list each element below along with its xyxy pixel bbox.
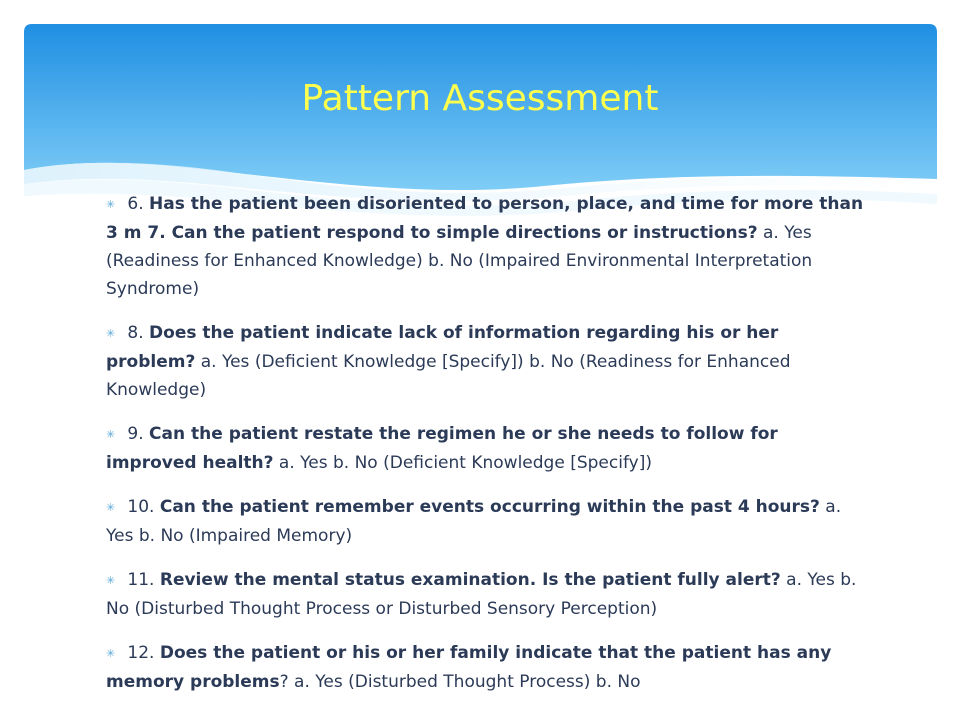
question-number: 8. [127, 323, 144, 343]
answer-text: a. Yes (Deficient Knowledge [Specify]) b. No (Readiness for Enhanced Knowledge) [106, 352, 791, 400]
question-number: 9. [127, 424, 144, 444]
question-text: Can the patient restate the regimen he or she needs to follow for improved health? [106, 424, 778, 473]
question-text: Has the patient been disoriented to person, place, and time for more than 3 m 7. Can the patient respond to simple directions or instructions? [106, 194, 864, 243]
list-item [106, 190, 866, 303]
answer-text: a. Yes b. No (Disturbed Thought Process or Disturbed Sensory Perception) [106, 570, 857, 619]
asterisk-bullet-icon: ✳ [106, 428, 116, 441]
question-number: 12. [127, 643, 155, 663]
answer-text: a. Yes (Readiness for Enhanced Knowledge) b. No (Impaired Environmental Interpretation Syndrome) [106, 223, 813, 299]
question-number: 10. [127, 497, 155, 517]
question-number: 11. [127, 570, 155, 590]
answer-text: ? a. Yes (Disturbed Thought Process) b. No [279, 672, 641, 692]
list-item [106, 420, 866, 477]
question-text: Does the patient indicate lack of information regarding his or her problem? [106, 323, 779, 372]
question-text: Does the patient or his or her family indicate that the patient has any memory problems [106, 643, 832, 692]
asterisk-bullet-icon: ✳ [106, 327, 116, 340]
list-item [106, 319, 866, 404]
list-item [106, 566, 866, 623]
list-item [106, 639, 866, 696]
asterisk-bullet-icon: ✳ [106, 574, 116, 587]
asterisk-bullet-icon: ✳ [106, 501, 116, 514]
bullet-list [106, 190, 866, 712]
slide-title: Pattern Assessment [301, 78, 659, 119]
answer-text: a. Yes b. No (Impaired Memory) [106, 497, 842, 546]
question-text: Review the mental status examination. Is the patient fully alert? [159, 570, 781, 590]
list-item [106, 493, 866, 550]
question-text: Can the patient remember events occurring within the past 4 hours? [159, 497, 820, 517]
answer-text: a. Yes b. No (Deficient Knowledge [Specify]) [278, 453, 652, 473]
asterisk-bullet-icon: ✳ [106, 198, 116, 211]
asterisk-bullet-icon: ✳ [106, 647, 116, 660]
question-number: 6. [127, 194, 144, 214]
